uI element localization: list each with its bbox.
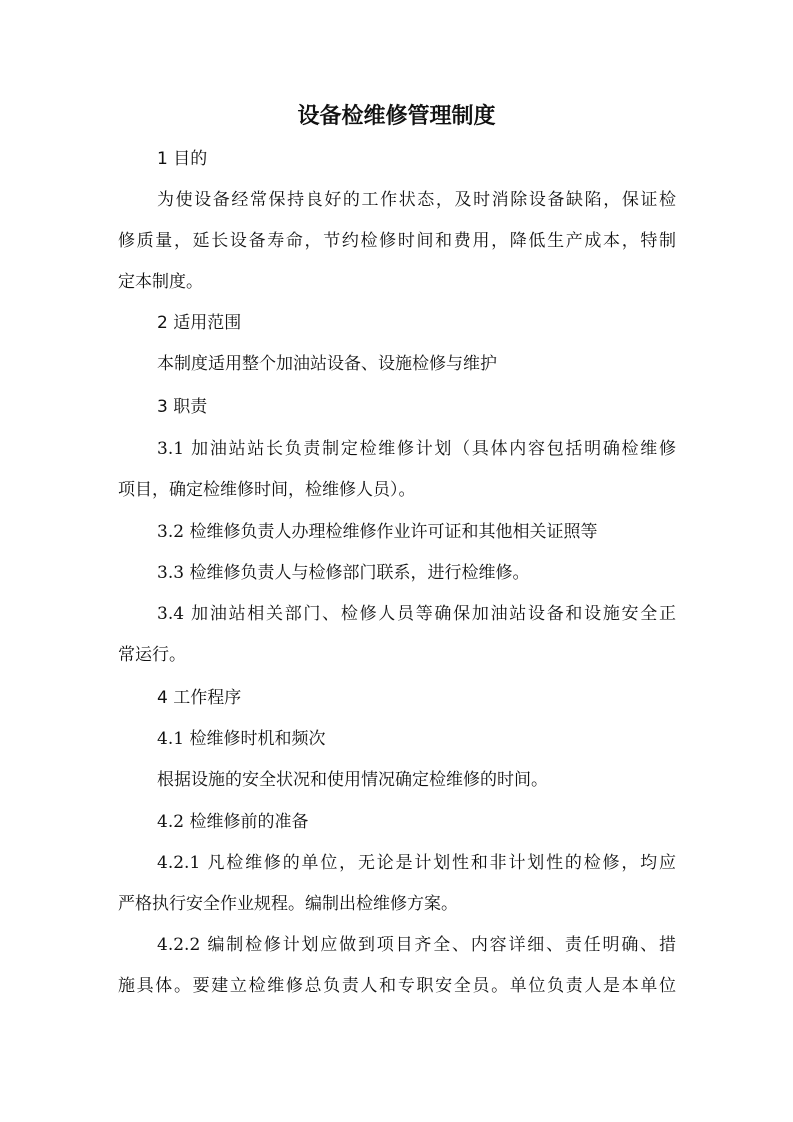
paragraph-line: 严格执行安全作业规程。编制出检维修方案。 (118, 894, 458, 914)
paragraph-line: 根据设施的安全状况和使用情况确定检维修的时间。 (157, 770, 548, 790)
section-heading: 2 适用范围 (157, 313, 242, 333)
paragraph-line: 3.4 加油站相关部门、检修人员等确保加油站设备和设施安全正 (157, 604, 676, 624)
paragraph-line: 4.2.2 编制检修计划应做到项目齐全、内容详细、责任明确、措 (157, 935, 676, 955)
paragraph-line: 施具体。要建立检维修总负责人和专职安全员。单位负责人是本单位 (118, 976, 676, 996)
paragraph-line: 常运行。 (118, 645, 186, 665)
paragraph-line: 3.1 加油站站长负责制定检维修计划（具体内容包括明确检维修 (157, 439, 676, 459)
paragraph-line: 4.2 检维修前的准备 (157, 812, 309, 832)
section-heading: 1 目的 (157, 149, 208, 169)
paragraph-line: 3.2 检维修负责人办理检维修作业许可证和其他相关证照等 (157, 522, 598, 542)
paragraph-line: 修质量，延长设备寿命，节约检修时间和费用，降低生产成本，特制 (118, 231, 676, 251)
paragraph-line: 4.2.1 凡检维修的单位，无论是计划性和非计划性的检修，均应 (157, 853, 676, 873)
paragraph-line: 为使设备经常保持良好的工作状态，及时消除设备缺陷，保证检 (157, 190, 676, 210)
paragraph-line: 项目，确定检维修时间，检维修人员）。 (118, 480, 416, 500)
paragraph-line: 3.3 检维修负责人与检修部门联系，进行检维修。 (157, 563, 530, 583)
paragraph-line: 4.1 检维修时机和频次 (157, 729, 326, 749)
paragraph-line: 本制度适用整个加油站设备、设施检修与维护 (157, 354, 497, 374)
document-title: 设备检维修管理制度 (297, 104, 496, 129)
section-heading: 3 职责 (157, 397, 208, 417)
paragraph-line: 定本制度。 (118, 272, 203, 292)
section-heading: 4 工作程序 (157, 688, 242, 708)
